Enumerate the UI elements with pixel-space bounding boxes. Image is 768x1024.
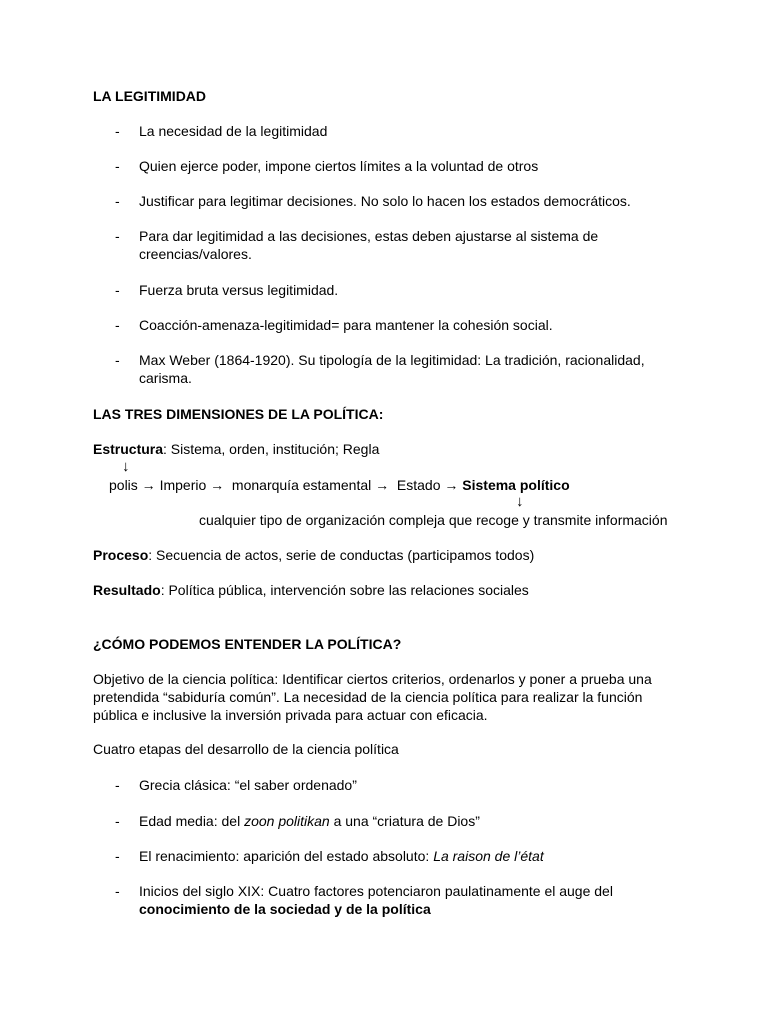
proceso-text: : Secuencia de actos, serie de conductas (participamos todos) bbox=[148, 547, 535, 563]
stage2-pre: Edad media: del bbox=[139, 813, 245, 829]
bullet-dash: - bbox=[115, 193, 120, 209]
stage3-pre: El renacimiento: aparición del estado absoluto: bbox=[139, 848, 434, 864]
list-item: Fuerza bruta versus legitimidad. bbox=[139, 282, 339, 298]
chain-bold: Sistema político bbox=[462, 477, 570, 493]
bullet-dash: - bbox=[115, 158, 120, 174]
bullet-dash: - bbox=[115, 848, 120, 864]
list-item: Max Weber (1864-1920). Su tipología de la legitimidad: La tradición, racionalidad, carisma. bbox=[139, 352, 645, 386]
section-title-dimensiones: LAS TRES DIMENSIONES DE LA POLÍTICA: bbox=[93, 406, 384, 422]
list-item: Coacción-amenaza-legitimidad= para mantener la cohesión social. bbox=[139, 317, 553, 333]
chain-note: cualquier tipo de organización compleja que recoge y transmite información bbox=[199, 512, 668, 528]
list-item bbox=[139, 882, 654, 918]
arrow-down-icon: ↓ bbox=[122, 458, 130, 475]
stage2-post: a una “criatura de Dios” bbox=[329, 813, 480, 829]
stage4-pre: Inicios del siglo XIX: Cuatro factores potenciaron paulatinamente el auge del bbox=[139, 883, 613, 899]
arrow-down-icon: ↓ bbox=[516, 493, 524, 510]
stage3-italic: La raison de l’état bbox=[433, 848, 544, 864]
resultado-text: : Política pública, intervención sobre las relaciones sociales bbox=[160, 582, 529, 598]
bullet-dash: - bbox=[115, 352, 120, 368]
list-item bbox=[139, 812, 679, 830]
stage4-bold: conocimiento de la sociedad y de la política bbox=[139, 901, 431, 917]
list-item: Quien ejerce poder, impone ciertos límites a la voluntad de otros bbox=[139, 158, 539, 174]
proceso-label: Proceso bbox=[93, 547, 149, 563]
bullet-dash: - bbox=[115, 777, 120, 793]
list-item bbox=[139, 847, 679, 865]
section-title-entender-politica: ¿CÓMO PODEMOS ENTENDER LA POLÍTICA? bbox=[93, 636, 402, 652]
stage2-italic: zoon politikan bbox=[244, 813, 330, 829]
list-item: Justificar para legitimar decisiones. No solo lo hacen los estados democráticos. bbox=[139, 193, 631, 209]
list-item: Para dar legitimidad a las decisiones, estas deben ajustarse al sistema de creencias/valores. bbox=[139, 228, 599, 262]
list-item: Grecia clásica: “el saber ordenado” bbox=[139, 777, 357, 793]
bullet-dash: - bbox=[115, 317, 120, 333]
resultado-line bbox=[93, 581, 693, 599]
evolution-chain bbox=[109, 476, 709, 494]
estructura-text: : Sistema, orden, institución; Regla bbox=[163, 441, 380, 457]
list-item: La necesidad de la legitimidad bbox=[139, 123, 328, 139]
chain-text: polis → Imperio → monarquía estamental → Estado → bbox=[109, 477, 463, 493]
bullet-dash: - bbox=[115, 282, 120, 298]
bullet-dash: - bbox=[115, 123, 120, 139]
resultado-label: Resultado bbox=[93, 582, 161, 598]
estructura-label: Estructura bbox=[93, 441, 164, 457]
estructura-line bbox=[93, 440, 693, 458]
objetivo-paragraph: Objetivo de la ciencia política: Identificar ciertos criterios, ordenarlos y poner a prueba una pretendida “sabiduría común”. La necesidad de la ciencia política para realizar la función pública e inclusive la inversión privada para actuar con eficacia. bbox=[93, 671, 652, 723]
proceso-line bbox=[93, 546, 693, 564]
bullet-dash: - bbox=[115, 813, 120, 829]
bullet-dash: - bbox=[115, 883, 120, 899]
section-title-legitimidad: LA LEGITIMIDAD bbox=[93, 88, 207, 104]
stages-intro: Cuatro etapas del desarrollo de la ciencia política bbox=[93, 741, 399, 757]
bullet-dash: - bbox=[115, 228, 120, 244]
